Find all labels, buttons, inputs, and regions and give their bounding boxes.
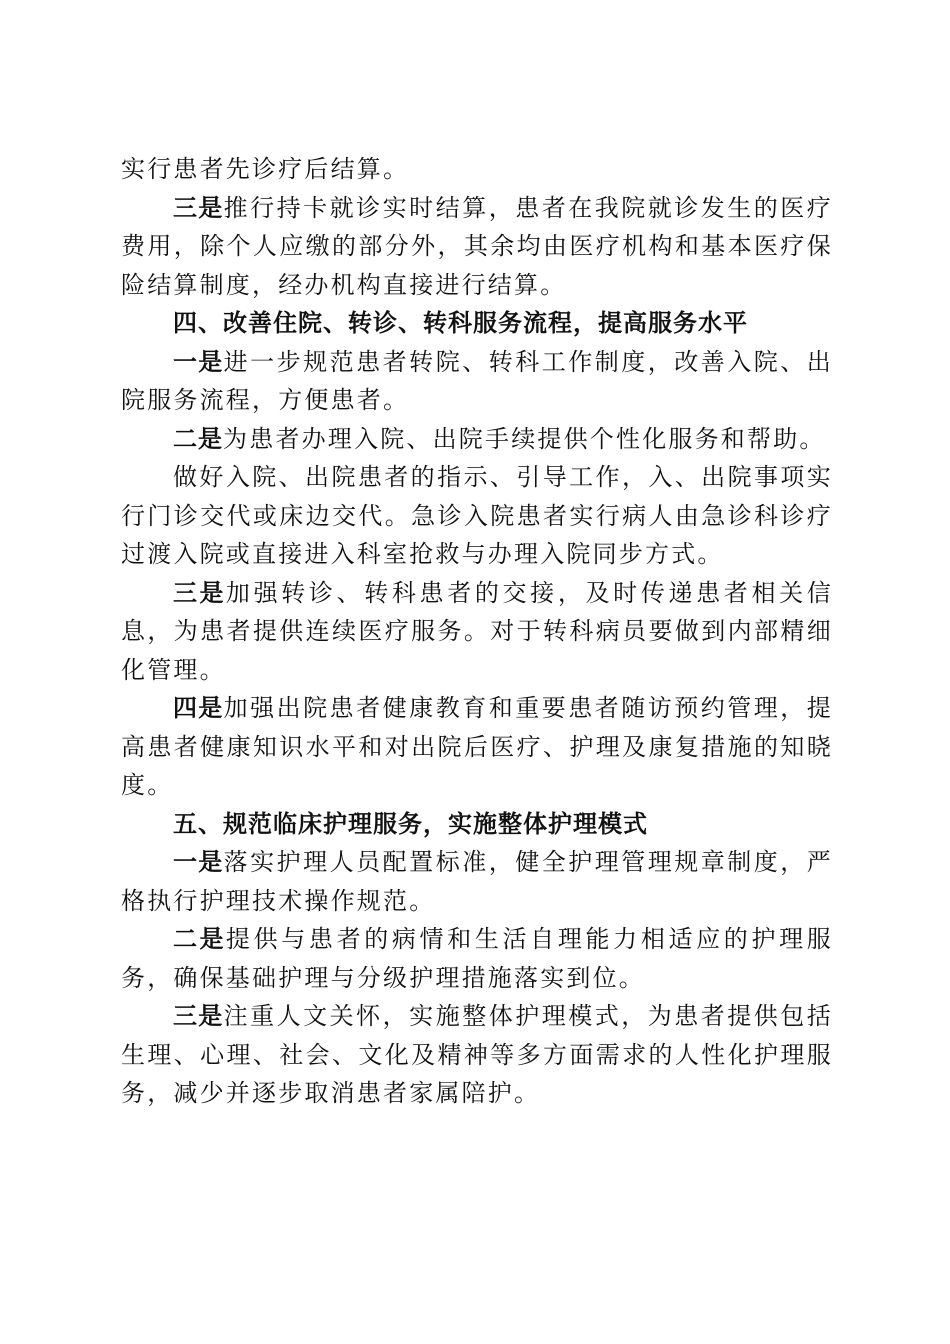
paragraph-continuation [121,150,833,189]
paragraph-item [121,843,833,920]
item-lead: 二是 [173,424,223,453]
paragraph-text: 为患者办理入院、出院手续提供个性化服务和帮助。 [223,424,826,453]
paragraph-text: 进一步规范患者转院、转科工作制度，改善入院、出院服务流程，方便患者。 [121,347,833,414]
paragraph-text: 加强转诊、转科患者的交接，及时传递患者相关信息，为患者提供连续医疗服务。对于转科病员要做到内部精细化管理。 [121,578,833,684]
item-lead: 三是 [173,578,226,607]
heading-text: 五、规范临床护理服务，实施整体护理模式 [173,809,648,838]
paragraph-item [121,343,833,420]
paragraph-text: 加强出院患者健康教育和重要患者随访预约管理，提高患者健康知识水平和对出院后医疗、护理及康复措施的知晓度。 [121,694,833,799]
document-body [121,150,833,1113]
paragraph-text: 实行患者先诊疗后结算。 [121,155,410,183]
paragraph-item [121,574,833,690]
paragraph-item [121,689,833,805]
paragraph-item [121,420,833,459]
item-lead: 四是 [173,694,224,722]
heading-text: 四、改善住院、转诊、转科服务流程，提高服务水平 [173,309,748,337]
item-lead: 一是 [173,848,224,876]
section-heading [121,304,833,343]
paragraph-text: 推行持卡就诊实时结算，患者在我院就诊发生的医疗费用，除个人应缴的部分外，其余均由医疗机构和基本医疗保险结算制度，经办机构直接进行结算。 [121,193,833,299]
paragraph-item [121,189,833,305]
paragraph-item [121,920,833,997]
item-lead: 二是 [173,925,226,953]
item-lead: 一是 [173,347,224,376]
paragraph-item [121,997,833,1113]
item-lead: 三是 [173,193,224,222]
paragraph-text: 做好入院、出院患者的指示、引导工作，入、出院事项实行门诊交代或床边交代。急诊入院患者实行病人由急诊科诊疗过渡入院或直接进入科室抢救与办理入院同步方式。 [121,463,833,568]
paragraph-plain [121,458,833,574]
paragraph-text: 提供与患者的病情和生活自理能力相适应的护理服务，确保基础护理与分级护理措施落实到位。 [121,925,833,992]
item-lead: 三是 [173,1002,224,1030]
section-heading [121,805,833,844]
paragraph-text: 落实护理人员配置标准，健全护理管理规章制度，严格执行护理技术操作规范。 [121,848,833,915]
paragraph-text: 注重人文关怀，实施整体护理模式，为患者提供包括生理、心理、社会、文化及精神等多方面需求的人性化护理服务，减少并逐步取消患者家属陪护。 [121,1002,833,1107]
